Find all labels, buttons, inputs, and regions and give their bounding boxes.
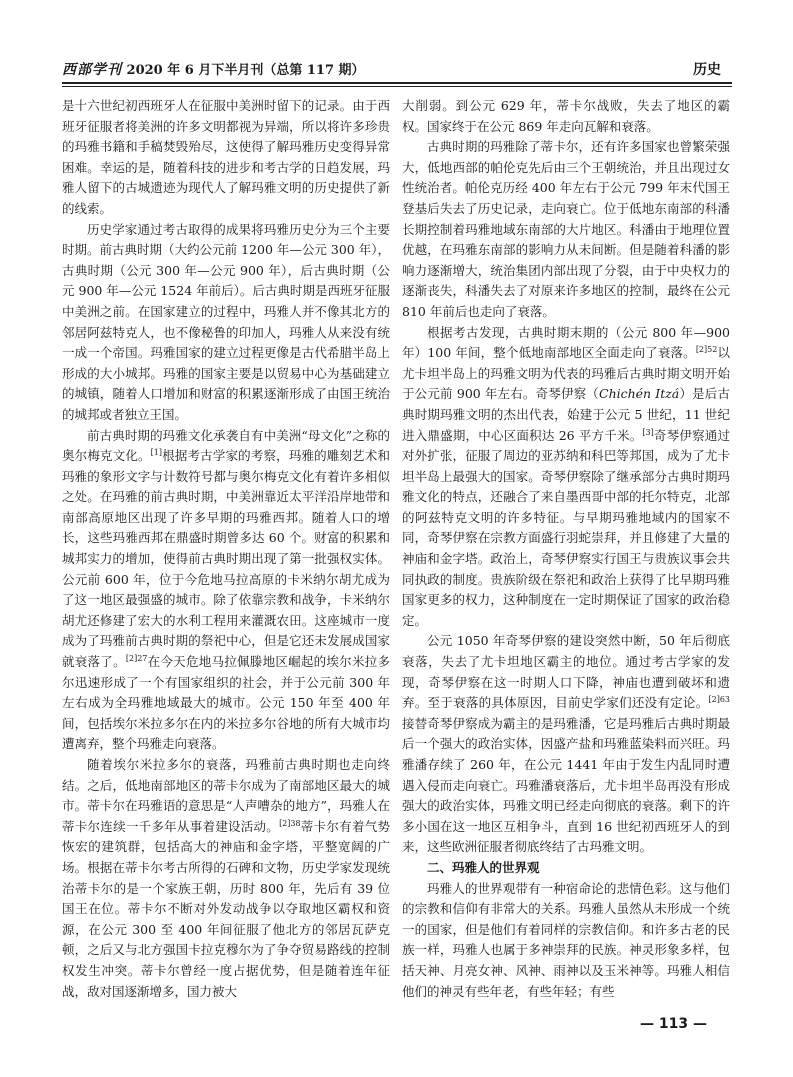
- text-run: 奇琴伊察通过对外扩张，征服了周边的亚苏纳和科巴等邦国，成为了尤卡坦半岛上最强大的国家。奇琴伊察除了继承部分古典时期玛雅文化的特点，还融合了来自墨西哥中部的托尔特克，北部的阿兹特克文明的许多特征。与早期玛雅地域内的国家不同，奇琴伊察在宗教方面盛行羽蛇崇拜，并且修建了大量的神庙和金字塔。政治上，奇琴伊察实行国王与贵族议事会共同执政的制度。贵族阶级在祭祀和政治上获得了比早期玛雅国家更多的权力，这种制度在一定时期保证了国家的政治稳定。: [402, 427, 730, 628]
- section-heading: 二、玛雅人的世界观: [427, 859, 540, 875]
- text-run: 随着埃尔米拉多尔的衰落，玛雅前古典时期也走向终结。之后，低地南部地区的蒂卡尔成为了南部地区最大的城市。蒂卡尔在玛雅语的意思是“人声嘈杂的地方”，玛雅人在蒂卡尔连续一千多年从事着建设活动。: [62, 757, 390, 834]
- text-run: 接替奇琴伊察成为霸主的是玛雅潘，它是玛雅后古典时期最后一个强大的政治实体，因盛产盐和玛雅蓝染料而兴旺。玛雅潘存续了 260 年，在公元 1441 年由于发生内乱同时遭遇入侵而走向衰亡。玛雅潘衰落后，尤卡坦半岛再没有形成强大的政治实体，玛雅文明已经走向彻底的衰落。剩下的许多小国在这一地区互相争斗，直到 16 世纪初西班牙人的到来，这些欧洲征服者彻底终结了古玛雅文明。: [402, 715, 730, 855]
- text-run: 根据考古学家的考察，玛雅的雕刻艺术和玛雅的象形文字与计数符号都与奥尔梅克文化有着许多相似之处。在玛雅的前古典时期，中美洲靠近太平洋沿岸地带和南部高原地区出现了许多早期的玛雅西邦。随着人口的增长，这些玛雅西邦在鼎盛时期曾多达 60 个。财富的积累和城邦实力的增加，使得前古典时期出现了第一批强权实体。公元前 600 年，位于今危地马拉高原的卡米纳尔胡尤成为了这一地区最强盛的城市。除了依靠宗教和战争，卡米纳尔胡尤还修建了宏大的水利工程用来灌溉农田。这座城市一度成为了玛雅前古典时期的祭祀中心，但是它还未发展成国家就衰落了。: [62, 448, 390, 670]
- citation: [2]38: [279, 818, 301, 828]
- header-rule-thick: [62, 82, 732, 84]
- citation: [2]63: [708, 695, 730, 705]
- paragraph: 玛雅人的世界观带有一种宿命论的悲情色彩。这与他们的宗教和信仰有非常大的关系。玛雅人虽然从未形成一个统一的国家，但是他们有着同样的宗教信仰。和许多古老的民族一样，玛雅人也属于多神崇拜的民族。神灵形象多样，包括天神、月亮女神、风神、雨神以及玉米神等。玛雅人相信他们的神灵有些年老，有些年轻；有些: [402, 880, 730, 999]
- header-rule-thin: [62, 86, 732, 87]
- citation: [1]: [150, 447, 162, 457]
- paragraph: [402, 631, 730, 858]
- text-run: 前古典时期的玛雅文化承袭自有中美洲“母文化”之称的奥尔梅克文化。: [62, 427, 390, 464]
- paragraph: 是十六世纪初西班牙人在征服中美洲时留下的记录。由于西班牙征服者将美洲的许多文明都视为异端，所以将许多珍贵的玛雅书籍和手稿焚毁殆尽，这使得了解玛雅历史变得异常困难。幸运的是，随着科技的进步和考古学的日趋发展，玛雅人留下的古城遗迹为现代人了解玛雅文明的历史提供了新的线索。: [62, 98, 390, 216]
- paragraph: 历史学家通过考古取得的成果将玛雅历史分为三个主要时期。前古典时期（大约公元前 1200 年—公元 300 年），古典时期（公元 300 年—公元 900 年），后古典时期（公元 900 年—公元 1524 年前后）。后古典时期是西班牙征服中美洲之前。在国家建立的过程中，玛雅人并不像其北方的邻居阿兹特克人，也不像秘鲁的印加人，玛雅人从来没有统一成一个帝国。玛雅国家的建立过程更像是古代希腊半岛上形成的大小城邦。玛雅的国家主要是以贸易中心为基础建立的城镇，随着人口增加和财富的积累逐渐形成了由国王统治的城邦或者独立王国。: [62, 221, 390, 422]
- text-run: 以尤卡坦半岛上的玛雅文明为代表的玛雅后古典时期文明开始于公元前 900 年左右。奇琴伊察（: [402, 345, 730, 402]
- paragraph: [62, 755, 390, 1002]
- journal-info: [62, 59, 365, 79]
- italic-term: Chichén Itzá: [599, 386, 680, 402]
- citation: [2]27: [125, 653, 148, 663]
- text-run: 公元 1050 年奇琴伊察的建设突然中断，50 年后彻底衰落，失去了尤卡坦地区霸主的地位。通过考古学家的发现，奇琴伊察在这一时期人口下降，神庙也遭到破坏和遗弃。至于衰落的具体原因，目前史学家们还没有定论。: [402, 633, 730, 711]
- text-run: ）是后古典时期玛雅文明的杰出代表，始建于公元 5 世纪，11 世纪进入鼎盛期，中心区面积达 26 平方千米。: [402, 386, 730, 443]
- citation: [2]52: [695, 344, 718, 354]
- journal-logo: 西部学刊: [62, 62, 122, 78]
- section-label: 历史: [693, 62, 721, 78]
- citation: [3]: [642, 427, 654, 437]
- left-column: [62, 96, 390, 1002]
- paragraph: 大削弱。到公元 629 年，蒂卡尔战败，失去了地区的霸权。国家终于在公元 869 年走向瓦解和衰落。: [402, 98, 730, 134]
- right-column: [402, 96, 730, 1002]
- text-run: 蒂卡尔有着气势恢宏的建筑群，包括高大的神庙和金字塔，平整宽阔的广场。根据在蒂卡尔考古所得的石碑和文物，历史学家发现统治蒂卡尔的是一个家族王朝，历时 800 年，先后有 39 位国王在位。蒂卡尔不断对外发动战争以夺取地区霸权和资源，在公元 300 至 400 年间征服了他北方的邻居瓦萨克顿，之后又与北方强国卡拉克穆尔为了争夺贸易路线的控制权发生冲突。蒂卡尔曾经一度占据优势，但是随着连年征战，敌对国逐渐增多，国力被大: [62, 818, 390, 999]
- page-number: — 113 —: [640, 1016, 707, 1032]
- paragraph: 古典时期的玛雅除了蒂卡尔，还有许多国家也曾繁荣强大，低地西部的帕伦克先后由三个王朝统治，并且出现过女性统治者。帕伦克历经 400 年左右于公元 799 年末代国王登基后失去了历史记录，走向衰亡。位于低地东南部的科潘长期控制着玛雅地域东南部的大片地区。科潘由于地理位置优越，在玛雅东南部的影响力从未间断。但是随着科潘的影响力逐渐增大，统治集团内部出现了分裂，由于中央权力的逐渐丧失，科潘失去了对原来许多地区的控制，最终在公元 810 年前后也走向了衰落。: [402, 139, 730, 319]
- text-run: 根据考古发现，古典时期末期的（公元 800 年—900 年）100 年间，整个低地南部地区全面走向了衰落。: [402, 324, 730, 361]
- text-run: 在今天危地马拉佩滕地区崛起的埃尔米拉多尔迅速形成了一个有国家组织的社会，并于公元前 300 年左右成为全玛雅地域最大的城市。公元 150 年至 400 年间，包括埃尔米拉多尔在内的米拉多尔谷地的所有大城市均遭离弃，整个玛雅走向衰落。: [62, 654, 390, 752]
- journal-issue: 2020 年 6 月下半月刊（总第 117 期）: [126, 63, 365, 78]
- paragraph: [62, 426, 390, 756]
- paragraph: [402, 323, 730, 632]
- page-header: [0, 0, 793, 96]
